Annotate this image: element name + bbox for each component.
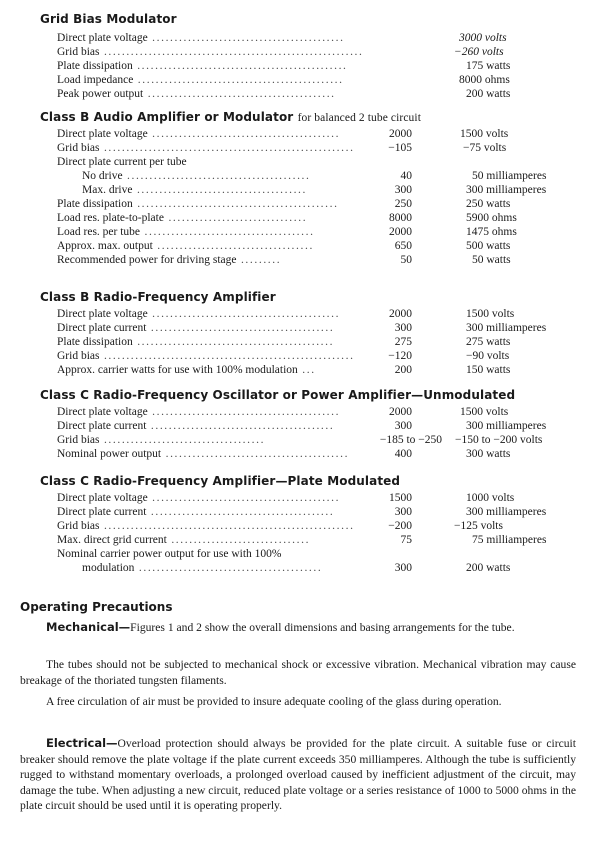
spec-row: [0, 239, 602, 253]
spec-row: [0, 225, 602, 239]
spec-row: [0, 307, 602, 321]
row-value-1: 300: [394, 322, 412, 334]
spec-row: [0, 155, 602, 169]
row-value-2: 200 watts: [466, 562, 511, 574]
row-label: Nominal power output .........................................: [57, 448, 350, 460]
row-value-1: 250: [394, 198, 412, 210]
row-value-1: −185 to −250: [379, 434, 442, 446]
spec-row: [0, 491, 602, 505]
row-value-1: −105: [388, 142, 412, 154]
row-value-1: 300: [394, 506, 412, 518]
row-value-1: 300: [394, 420, 412, 432]
row-value-1: −200: [388, 520, 412, 532]
row-value-1: 2000: [389, 308, 412, 320]
row-label: No drive .........................................: [82, 170, 311, 182]
spec-row: [0, 561, 602, 575]
row-label: Max. drive ......................................: [82, 184, 307, 196]
row-label: Direct plate voltage ..........................................: [57, 128, 341, 140]
row-label: Grid bias ........................................................: [57, 520, 355, 532]
row-value-2: 1500 volts: [466, 308, 515, 320]
row-value-2: 300 milliamperes: [466, 420, 547, 432]
row-label: Grid bias ........................................................: [57, 350, 355, 362]
row-label: Approx. carrier watts for use with 100% modulation ...: [57, 364, 316, 376]
section-note: for balanced 2 tube circuit: [297, 112, 421, 124]
spec-row: [0, 211, 602, 225]
spec-row: [0, 419, 602, 433]
row-label: Direct plate current .........................................: [57, 322, 335, 334]
row-value-1: 75: [400, 534, 412, 546]
spec-row: [0, 169, 602, 183]
spec-row: [0, 321, 602, 335]
air-circulation-paragraph: A free circulation of air must be provided to insure adequate cooling of the glass during operation.: [46, 695, 502, 708]
row-label: Recommended power for driving stage .........: [57, 254, 282, 266]
spec-row: [0, 505, 602, 519]
row-value-1: −120: [388, 350, 412, 362]
row-value-1: 200: [394, 364, 412, 376]
row-label: modulation .........................................: [82, 562, 323, 574]
vibration-paragraph: The tubes should not be subjected to mechanical shock or excessive vibration. Mechanical vibration may cause breakage of the thoriated tungsten filaments.: [20, 658, 576, 687]
electrical-paragraph: [20, 736, 576, 814]
spec-row: [0, 141, 602, 155]
row-value-2: −125 volts: [454, 520, 503, 532]
row-label: Direct plate voltage ...........................................: [57, 32, 345, 44]
row-value-1: 2000: [389, 226, 412, 238]
section-title: Class C Radio-Frequency Oscillator or Power Amplifier—Unmodulated: [40, 388, 516, 402]
section-title: Grid Bias Modulator: [40, 12, 177, 26]
spec-row: [0, 447, 602, 461]
row-value: 3000 volts: [459, 32, 507, 44]
row-label: Grid bias ........................................................: [57, 142, 355, 154]
row-label: Plate dissipation .............................................: [57, 198, 339, 210]
row-value-2: −75 volts: [463, 142, 507, 154]
row-value-2: 150 watts: [466, 364, 511, 376]
spec-row: [0, 363, 602, 377]
spec-row: [0, 31, 602, 45]
spec-row: [0, 183, 602, 197]
row-value-2: 1000 volts: [466, 492, 515, 504]
row-label: Direct plate voltage ..........................................: [57, 492, 341, 504]
row-value-2: 75 milliamperes: [472, 534, 547, 546]
electrical-lead: Electrical—: [46, 736, 118, 750]
row-value-2: 50 watts: [472, 254, 511, 266]
row-label: Nominal carrier power output for use with 100%: [57, 548, 282, 560]
row-label: Plate dissipation ...............................................: [57, 60, 348, 72]
row-value-1: 300: [394, 184, 412, 196]
row-label: Direct plate voltage ..........................................: [57, 308, 341, 320]
mechanical-paragraph: [20, 620, 576, 636]
row-label: Grid bias ..........................................................: [57, 46, 364, 58]
spec-row: [0, 73, 602, 87]
row-value-2: 1475 ohms: [466, 226, 517, 238]
row-value-1: 8000: [389, 212, 412, 224]
row-value-2: 300 milliamperes: [466, 322, 547, 334]
spec-row: [0, 335, 602, 349]
spec-row: [0, 519, 602, 533]
row-label: Load res. plate-to-plate ...............................: [57, 212, 308, 224]
section-title: Class C Radio-Frequency Amplifier—Plate Modulated: [40, 474, 401, 488]
row-value-2: −150 to −200 volts: [455, 434, 543, 446]
spec-row: [0, 547, 602, 561]
row-label: Grid bias ....................................: [57, 434, 266, 446]
mechanical-text: Figures 1 and 2 show the overall dimensions and basing arrangements for the tube.: [130, 621, 515, 634]
row-value-1: 300: [394, 562, 412, 574]
row-value: 8000 ohms: [459, 74, 510, 86]
spec-row: [0, 127, 602, 141]
row-value-2: 300 watts: [466, 448, 511, 460]
spec-row: [0, 45, 602, 59]
row-label: Direct plate current .........................................: [57, 506, 335, 518]
row-value-2: 500 watts: [466, 240, 511, 252]
row-value: 200 watts: [466, 88, 511, 100]
spec-row: [0, 197, 602, 211]
spec-row: [0, 87, 602, 101]
row-value-1: 275: [394, 336, 412, 348]
row-value-1: 2000: [389, 406, 412, 418]
spec-row: [0, 59, 602, 73]
row-label: Max. direct grid current ...............................: [57, 534, 311, 546]
row-value-1: 650: [394, 240, 412, 252]
row-label: Direct plate voltage ..........................................: [57, 406, 341, 418]
row-value-1: 400: [394, 448, 412, 460]
row-value-2: 1500 volts: [460, 128, 509, 140]
row-value-2: 5900 ohms: [466, 212, 517, 224]
row-label: Load res. per tube ......................................: [57, 226, 315, 238]
row-value-1: 2000: [389, 128, 412, 140]
spec-row: [0, 533, 602, 547]
row-label: Approx. max. output ...................................: [57, 240, 314, 252]
section-title: Class B Audio Amplifier or Modulator for balanced 2 tube circuit: [40, 110, 421, 124]
row-value-2: 300 milliamperes: [466, 506, 547, 518]
row-value-2: 250 watts: [466, 198, 511, 210]
row-label: Plate dissipation ............................................: [57, 336, 335, 348]
row-label: Direct plate current .........................................: [57, 420, 335, 432]
spec-row: [0, 433, 602, 447]
row-label: Peak power output ..........................................: [57, 88, 336, 100]
row-label: Direct plate current per tube: [57, 156, 187, 168]
row-value-2: 1500 volts: [460, 406, 509, 418]
row-value-2: 50 milliamperes: [472, 170, 547, 182]
row-value: 175 watts: [466, 60, 511, 72]
row-value-1: 1500: [389, 492, 412, 504]
row-value-2: 300 milliamperes: [466, 184, 547, 196]
electrical-text: Overload protection should always be provided for the plate circuit. A suitable fuse or circuit breaker should remove the plate voltage if the plate current exceeds 350 milliamperes. Although the tube is sufficiently rugged to withstand momentary overloads, a prolonged overload caused by inefficient adjustment of the circuit, may damage the tube. When adjusting a new circuit, reduced plate voltage or a series resistance of 1000 to 5000 ohms in the plate circuit should be used until it is operating properly.: [20, 737, 576, 812]
spec-row: [0, 405, 602, 419]
section-title: Class B Radio-Frequency Amplifier: [40, 290, 276, 304]
spec-row: [0, 349, 602, 363]
spec-row: [0, 253, 602, 267]
row-value-1: 50: [400, 254, 412, 266]
operating-precautions-heading: Operating Precautions: [20, 600, 173, 614]
row-value: −260 volts: [454, 46, 504, 58]
row-value-1: 40: [400, 170, 412, 182]
row-label: Load impedance ..............................................: [57, 74, 344, 86]
row-value-2: −90 volts: [466, 350, 510, 362]
row-value-2: 275 watts: [466, 336, 511, 348]
mechanical-lead: Mechanical—: [46, 620, 131, 634]
